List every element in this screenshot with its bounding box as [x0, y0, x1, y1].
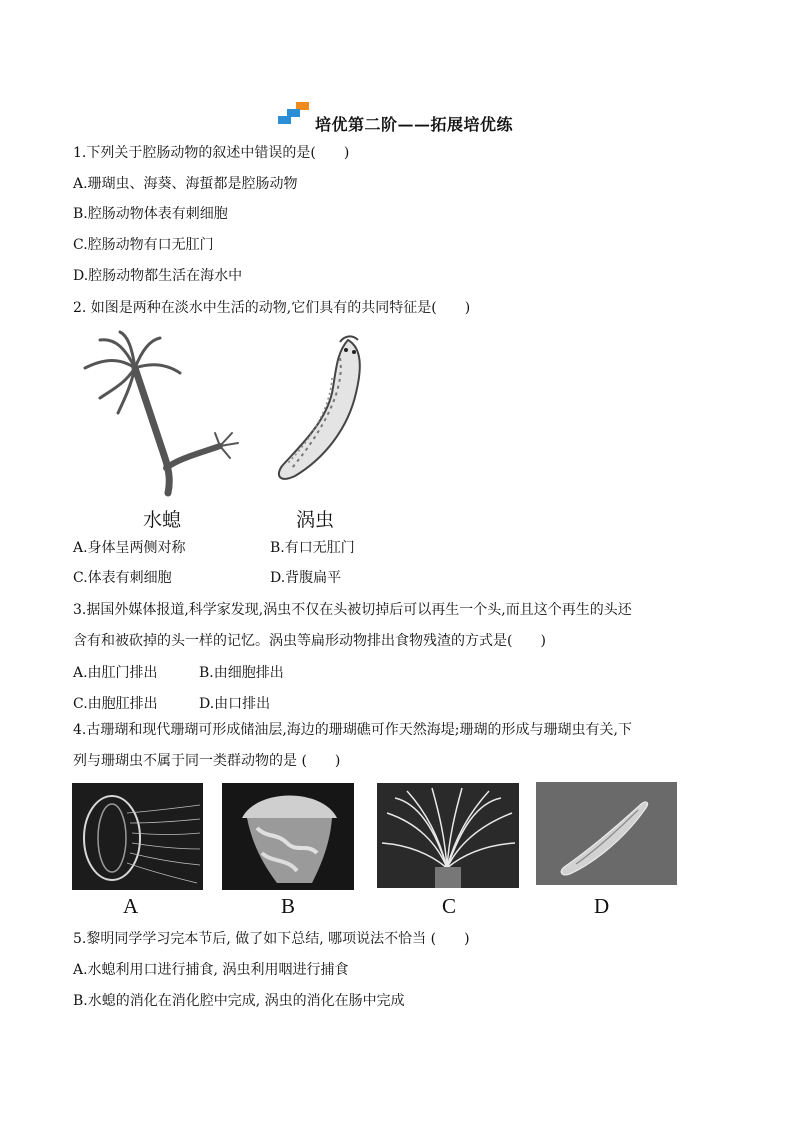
q5-option-b: B.水螅的消化在消化腔中完成, 涡虫的消化在肠中完成 — [73, 993, 405, 1009]
q2-stem: 2. 如图是两种在淡水中生活的动物,它们具有的共同特征是( ) — [73, 300, 471, 316]
q3-option-d: D.由口排出 — [199, 696, 271, 712]
q1-stem: 1.下列关于腔肠动物的叙述中错误的是( ) — [73, 145, 350, 161]
q4-label-a: A — [123, 894, 139, 918]
hydra-illustration — [70, 328, 245, 498]
planarian-illustration — [270, 328, 390, 493]
q2-option-d: D.背腹扁平 — [270, 570, 342, 586]
photo-a-comb-jelly — [72, 783, 203, 890]
q2-label-hydra: 水螅 — [143, 509, 182, 531]
q1-option-c: C.腔肠动物有口无肛门 — [73, 237, 214, 253]
q3-stem-line-2: 含有和被砍掉的头一样的记忆。涡虫等扁形动物排出食物残渣的方式是( ) — [73, 633, 546, 649]
q2-option-c: C.体表有刺细胞 — [73, 570, 172, 586]
q3-option-b: B.由细胞排出 — [199, 665, 284, 681]
q4-label-c: C — [442, 894, 457, 918]
q2-option-b: B.有口无肛门 — [270, 540, 355, 556]
q5-stem: 5.黎明同学学习完本节后, 做了如下总结, 哪项说法不恰当 ( ) — [73, 931, 470, 947]
photo-c-sea-anemone — [377, 783, 519, 888]
page-title: 培优第二阶——拓展培优练 — [315, 115, 514, 134]
q2-label-planarian: 涡虫 — [296, 509, 335, 531]
photo-d-planarian — [536, 782, 677, 885]
q3-stem-line-1: 3.据国外媒体报道,科学家发现,涡虫不仅在头被切掉后可以再生一个头,而且这个再生的头还 — [73, 602, 632, 618]
photo-b-jellyfish — [222, 783, 354, 890]
title-logo-icon — [278, 101, 312, 125]
q2-option-a: A.身体呈两侧对称 — [73, 540, 186, 556]
q4-label-b: B — [281, 894, 296, 918]
q4-stem-line-1: 4.古珊瑚和现代珊瑚可形成储油层,海边的珊瑚礁可作天然海堤;珊瑚的形成与珊瑚虫有关,下 — [73, 722, 632, 738]
q4-label-d: D — [594, 894, 610, 918]
q3-option-a: A.由肛门排出 — [73, 665, 158, 681]
q4-stem-line-2: 列与珊瑚虫不属于同一类群动物的是 ( ) — [73, 753, 341, 769]
q1-option-d: D.腔肠动物都生活在海水中 — [73, 268, 243, 284]
q3-option-c: C.由胞肛排出 — [73, 696, 158, 712]
q1-option-b: B.腔肠动物体表有刺细胞 — [73, 206, 228, 222]
q5-option-a: A.水螅利用口进行捕食, 涡虫利用咽进行捕食 — [73, 962, 349, 978]
q1-option-a: A.珊瑚虫、海葵、海蜇都是腔肠动物 — [73, 176, 298, 192]
